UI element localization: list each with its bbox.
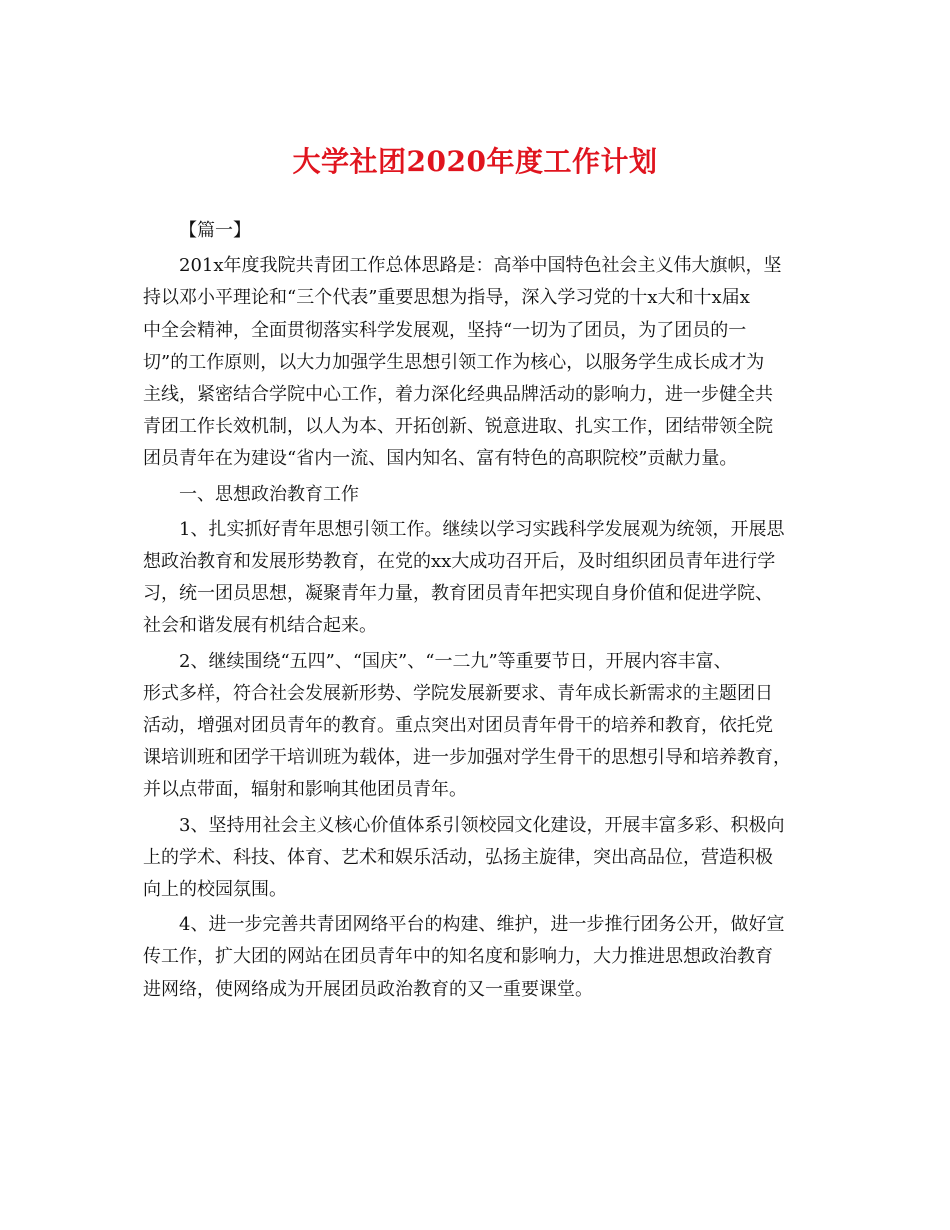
paragraph-line: 上的学术、科技、体育、艺术和娱乐活动，弘扬主旋律，突出高品位，营造积极	[143, 846, 773, 868]
paragraph-line: 持以邓小平理论和“三个代表”重要思想为指导，深入学习党的十x大和十x届x	[143, 287, 750, 309]
paragraph-line: 向上的校园氛围。	[143, 879, 287, 901]
document-body	[143, 215, 808, 1009]
paragraph-line: 课培训班和团学干培训班为载体，进一步加强对学生骨干的思想引导和培养教育，	[143, 747, 791, 769]
paragraph	[143, 810, 808, 907]
paragraph-line: 活动，增强对团员青年的教育。重点突出对团员青年骨干的培养和教育，依托党	[143, 715, 773, 737]
paragraph-line: 切”的工作原则，以大力加强学生思想引领工作为核心，以服务学生成长成才为	[143, 351, 765, 373]
paragraph-line: 习，统一团员思想，凝聚青年力量，教育团员青年把实现自身价值和促进学院、	[143, 583, 773, 605]
paragraph-line: 【篇一】	[179, 220, 251, 241]
paragraph	[143, 646, 808, 807]
paragraph-line: 形式多样，符合社会发展新形势、学院发展新要求、青年成长新需求的主题团日	[143, 682, 773, 704]
document-title: 大学社团2020年度工作计划	[292, 145, 658, 178]
paragraph	[143, 215, 808, 247]
paragraph-line: 1、扎实抓好青年思想引领工作。继续以学习实践科学发展观为统领，开展思	[179, 518, 785, 540]
paragraph-line: 一、思想政治教育工作	[179, 483, 359, 505]
paragraph-line: 中全会精神，全面贯彻落实科学发展观，坚持“一切为了团员，为了团员的一	[143, 319, 747, 341]
paragraph-line: 社会和谐发展有机结合起来。	[143, 615, 377, 637]
paragraph-line: 团员青年在为建设“省内一流、国内知名、富有特色的高职院校”贡献力量。	[143, 448, 738, 470]
paragraph	[143, 909, 808, 1006]
paragraph-line: 进网络，使网络成为开展团员政治教育的又一重要课堂。	[143, 978, 593, 1000]
paragraph-line: 并以点带面，辐射和影响其他团员青年。	[143, 779, 467, 801]
paragraph	[143, 514, 808, 643]
paragraph-line: 传工作，扩大团的网站在团员青年中的知名度和影响力，大力推进思想政治教育	[143, 946, 773, 968]
paragraph-line: 2、继续围绕“五四”、“国庆”、“一二九”等重要节日，开展内容丰富、	[179, 650, 732, 672]
paragraph	[143, 479, 808, 511]
paragraph-line: 3、坚持用社会主义核心价值体系引领校园文化建设，开展丰富多彩、积极向	[179, 814, 785, 836]
paragraph-line: 4、进一步完善共青团网络平台的构建、维护，进一步推行团务公开，做好宣	[179, 914, 785, 936]
paragraph	[143, 250, 808, 475]
paragraph-line: 想政治教育和发展形势教育，在党的xx大成功召开后，及时组织团员青年进行学	[143, 551, 776, 573]
paragraph-line: 青团工作长效机制，以人为本、开拓创新、锐意进取、扎实工作，团结带领全院	[143, 416, 773, 438]
paragraph-line: 201x年度我院共青团工作总体思路是：高举中国特色社会主义伟大旗帜，坚	[179, 255, 782, 277]
paragraph-line: 主线，紧密结合学院中心工作，着力深化经典品牌活动的影响力，进一步健全共	[143, 384, 773, 406]
